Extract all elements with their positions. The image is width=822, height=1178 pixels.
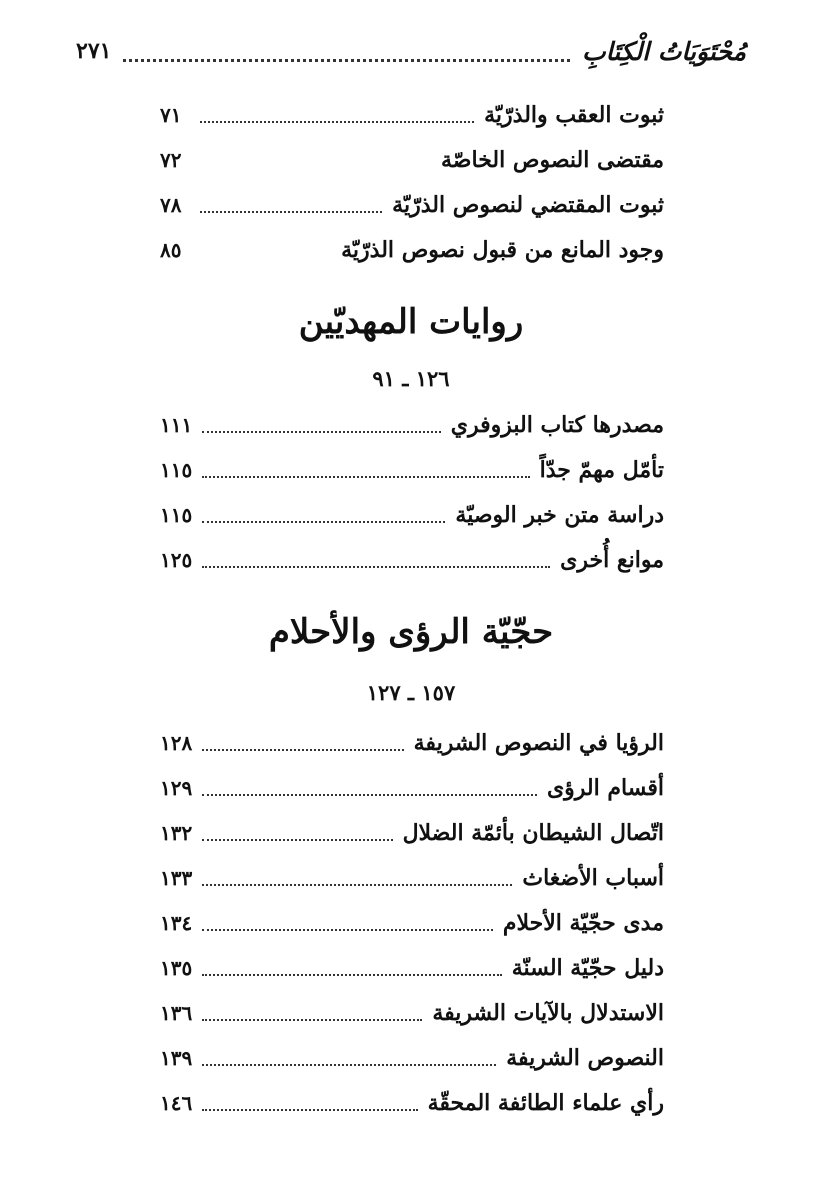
- toc-entry: [160, 137, 664, 182]
- toc-entry-page: ١٤٦: [160, 1090, 193, 1115]
- toc-leader: [202, 1095, 417, 1111]
- toc-entry-page: ١٣٥: [160, 955, 193, 980]
- toc-entry-page: ١٢٨: [160, 730, 193, 755]
- toc-entry-title: موانع أُخرى: [560, 546, 664, 573]
- toc-entry-title: دراسة متن خبر الوصيّة: [455, 501, 664, 528]
- toc-entry-page: ٧٢: [160, 147, 182, 172]
- toc-entry-title: مقتضى النصوص الخاصّة: [441, 146, 664, 173]
- toc-entry-title: مصدرها كتاب البزوفري: [450, 411, 664, 438]
- toc-entry-title: الرؤيا في النصوص الشريفة: [413, 729, 664, 756]
- toc-entry: [160, 182, 664, 227]
- toc-entry: [160, 810, 664, 855]
- toc-entry: [160, 855, 664, 900]
- toc-leader: [200, 243, 331, 257]
- toc-entry: [160, 492, 664, 537]
- toc-entry-page: ٧١: [160, 102, 182, 127]
- toc-entry: [160, 447, 664, 492]
- toc-entry: [160, 1080, 664, 1125]
- toc-leader: [202, 1005, 422, 1021]
- toc-entry: [160, 720, 664, 765]
- section-page-range: ١٥٧ ـ ١٢٧: [366, 680, 456, 705]
- toc-leader: [202, 825, 392, 841]
- toc-entry-page: ٨٥: [160, 237, 182, 262]
- toc-entry: [160, 990, 664, 1035]
- toc-leader: [202, 915, 493, 931]
- toc-entry-page: ١٣٩: [160, 1045, 193, 1070]
- toc-entry-page: ١١٥: [160, 502, 193, 527]
- toc-entry-page: ١٢٥: [160, 547, 193, 572]
- toc-leader: [202, 417, 440, 433]
- toc-leader: [202, 1050, 496, 1066]
- toc-entry-page: ١١١: [160, 412, 193, 437]
- toc-leader: [202, 870, 512, 886]
- toc-section1-list: [160, 402, 664, 582]
- toc-entry-title: النصوص الشريفة: [506, 1044, 664, 1071]
- toc-entry-page: ١٣٣: [160, 865, 193, 890]
- toc-entry: [160, 1035, 664, 1080]
- section-heading: حجّيّة الرؤى والأحلام: [268, 612, 554, 652]
- running-header-title: مُحْتَوَيَاتُ الْكِتَابِ: [582, 36, 746, 66]
- toc-leader: [202, 780, 537, 796]
- toc-entry-title: تأمّل مهمّ جدّاً: [539, 456, 664, 483]
- toc-entry-title: مدى حجّيّة الأحلام: [502, 909, 664, 936]
- section-heading: روايات المهديّين: [298, 302, 524, 342]
- toc-entry-title: ثبوت العقب والذرّيّة: [484, 101, 664, 128]
- toc-leader: [202, 462, 529, 478]
- toc-entry-page: ١٣٦: [160, 1000, 193, 1025]
- toc-leader: [200, 107, 474, 123]
- toc-leader: [202, 552, 550, 568]
- toc-entry: [160, 402, 664, 447]
- toc-entry-title: ثبوت المقتضي لنصوص الذرّيّة: [392, 191, 664, 218]
- toc-entry-page: ٧٨: [160, 192, 182, 217]
- toc-entry: [160, 900, 664, 945]
- toc-entry-page: ١٣٤: [160, 910, 193, 935]
- toc-leader: [202, 960, 502, 976]
- toc-entry-title: دليل حجّيّة السنّة: [511, 954, 664, 981]
- toc-leader: [200, 153, 431, 167]
- running-header-leader: [123, 41, 570, 62]
- toc-top-list: [160, 92, 664, 272]
- toc-entry: [160, 537, 664, 582]
- toc-entry-title: أسباب الأضغاث: [522, 864, 664, 891]
- toc-leader: [202, 507, 445, 523]
- toc-entry-title: وجود المانع من قبول نصوص الذرّيّة: [341, 236, 664, 263]
- running-header: [76, 34, 746, 68]
- toc-entry-page: ١٣٢: [160, 820, 193, 845]
- toc-entry-title: اتّصال الشيطان بأئمّة الضلال: [402, 819, 664, 846]
- toc-entry: [160, 765, 664, 810]
- toc-entry-page: ١١٥: [160, 457, 193, 482]
- toc-entry-title: أقسام الرؤى: [546, 774, 664, 801]
- toc-entry-title: رأي علماء الطائفة المحقّة: [427, 1089, 664, 1116]
- toc-entry-page: ١٢٩: [160, 775, 193, 800]
- toc-entry: [160, 945, 664, 990]
- toc-entry-title: الاستدلال بالآيات الشريفة: [432, 999, 664, 1026]
- toc-leader: [202, 735, 403, 751]
- toc-entry: [160, 92, 664, 137]
- toc-leader: [200, 197, 382, 213]
- toc-entry: [160, 227, 664, 272]
- toc-section2-list: [160, 720, 664, 1125]
- page-number: ٢٧١: [76, 38, 112, 64]
- section-page-range: ١٢٦ ـ ٩١: [372, 366, 450, 391]
